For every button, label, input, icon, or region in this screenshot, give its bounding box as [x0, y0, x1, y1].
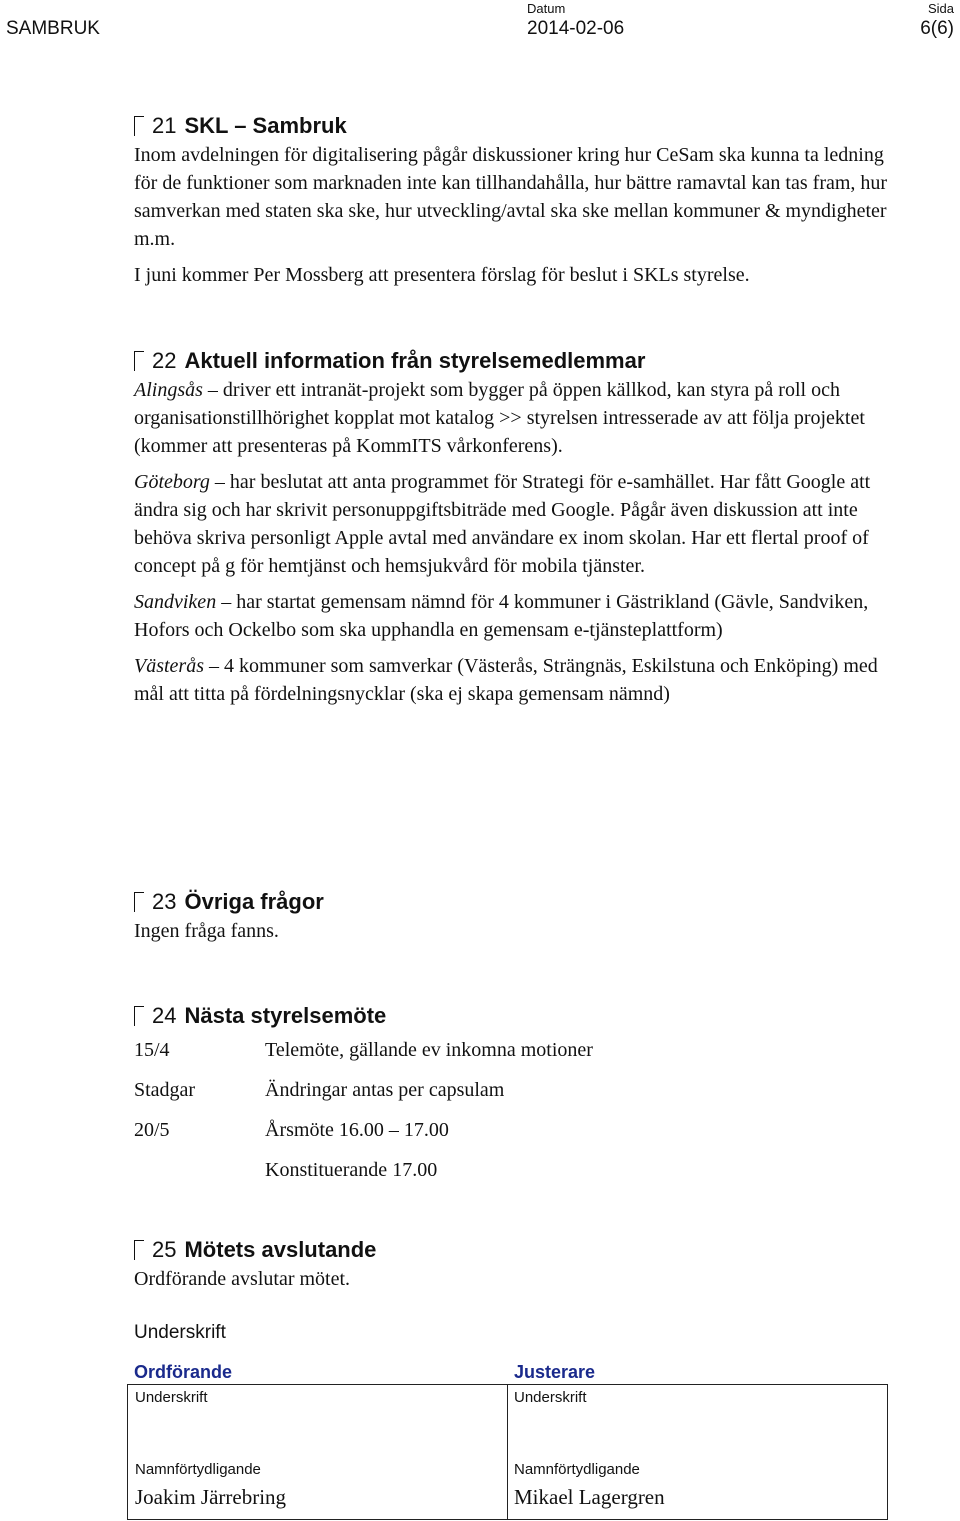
schedule-row	[134, 1035, 894, 1075]
section-number: 23	[152, 889, 177, 914]
bracket-marker-icon	[134, 1001, 144, 1031]
chair-name: Joakim Järrebring	[135, 1485, 287, 1509]
update-text: – driver ett intranät-projekt som bygger på öppen källkod, kan styra på roll och organisationstillhörighet kopplat mot katalog >> styrelsen intresserade av att följa projektet (kommer att presenteras på KommITS vårkonferens).	[134, 379, 865, 457]
section-heading	[134, 1235, 894, 1265]
schedule-item: Telemöte, gällande ev inkomna motioner	[265, 1039, 593, 1061]
schedule-row	[134, 1155, 894, 1195]
schedule-date: 20/5	[134, 1119, 170, 1141]
schedule-row	[134, 1075, 894, 1115]
section-heading	[134, 346, 894, 376]
paragraph: Inom avdelningen för digitalisering pågår diskussioner kring hur CeSam ska kunna ta ledning för de funktioner som marknaden inte kan tillhandahålla, hur bättre ramavtal kan tas fram, hur samverkan med staten ska ske, hur utveckling/avtal ska ske mellan kommuner & myndigheter m.m.	[134, 144, 888, 250]
section-title: Mötets avslutande	[184, 1237, 377, 1262]
municipality-label: Alingsås	[134, 379, 203, 401]
municipality-label: Göteborg	[134, 471, 210, 493]
adjuster-role-label: Justerare	[514, 1362, 596, 1382]
section-title: Aktuell information från styrelsemedlemmar	[184, 348, 646, 373]
signature-line-label: Underskrift	[135, 1389, 208, 1406]
paragraph: Ordförande avslutar mötet.	[134, 1268, 351, 1290]
signature-caption: Underskrift	[134, 1322, 226, 1343]
schedule-date: Stadgar	[134, 1079, 196, 1101]
section-number: 24	[152, 1003, 177, 1028]
section-25	[134, 1235, 894, 1293]
schedule-date: 15/4	[134, 1039, 170, 1061]
signature-table	[127, 1384, 888, 1520]
chair-role-label: Ordförande	[134, 1362, 233, 1382]
page-label: Sida	[927, 1, 954, 16]
member-update-alingsas	[134, 376, 894, 460]
section-title: SKL – Sambruk	[184, 113, 347, 138]
section-heading	[134, 887, 894, 917]
section-title: Nästa styrelsemöte	[184, 1003, 387, 1028]
schedule-item: Konstituerande 17.00	[265, 1159, 438, 1181]
page-header	[0, 0, 960, 44]
section-24	[134, 1001, 894, 1195]
municipality-label: Sandviken	[134, 591, 217, 613]
section-23	[134, 887, 894, 945]
member-update-goteborg	[134, 468, 894, 580]
section-number: 25	[152, 1237, 177, 1262]
paragraph: Ingen fråga fanns.	[134, 920, 279, 942]
section-title: Övriga frågor	[184, 889, 324, 914]
page-number: 6(6)	[920, 18, 954, 39]
member-update-vasteras	[134, 652, 894, 708]
date-label: Datum	[527, 1, 566, 16]
section-number: 22	[152, 348, 177, 373]
section-heading	[134, 111, 894, 141]
adjuster-name: Mikael Lagergren	[514, 1485, 665, 1509]
section-heading	[134, 1001, 894, 1031]
name-clarification-label: Namnförtydligande	[135, 1461, 261, 1478]
update-text: – har startat gemensam nämnd för 4 kommuner i Gästrikland (Gävle, Sandviken, Hofors och Ockelbo som ska upphandla en gemensam e-tjänsteplattform)	[134, 591, 869, 641]
municipality-label: Västerås	[134, 655, 204, 677]
signature-line-label: Underskrift	[514, 1389, 587, 1406]
name-clarification-label: Namnförtydligande	[514, 1461, 640, 1478]
bracket-marker-icon	[134, 346, 144, 376]
bracket-marker-icon	[134, 1235, 144, 1265]
section-number: 21	[152, 113, 177, 138]
bracket-marker-icon	[134, 111, 144, 141]
table-divider	[507, 1385, 508, 1519]
org-name: SAMBRUK	[6, 18, 100, 39]
update-text: – 4 kommuner som samverkar (Västerås, Strängnäs, Eskilstuna och Enköping) med mål att titta på fördelningsnycklar (ska ej skapa gemensam nämnd)	[134, 655, 878, 705]
schedule-item: Årsmöte 16.00 – 17.00	[265, 1119, 449, 1141]
section-21	[134, 111, 894, 289]
paragraph: I juni kommer Per Mossberg att presentera förslag för beslut i SKLs styrelse.	[134, 264, 750, 286]
bracket-marker-icon	[134, 887, 144, 917]
document-date: 2014-02-06	[527, 18, 625, 39]
section-22	[134, 346, 894, 708]
schedule-row	[134, 1115, 894, 1155]
update-text: – har beslutat att anta programmet för Strategi för e-samhället. Har fått Google att ändra sig och har skrivit personuppgiftsbiträde med Google. Pågår även diskussion att inte behöva skriva personligt Apple avtal med användare ex inom skolan. Har ett flertal proof of concept på g för hemtjänst och hemsjukvård för mobila tjänster.	[134, 471, 871, 577]
schedule-item: Ändringar antas per capsulam	[265, 1079, 505, 1101]
member-update-sandviken	[134, 588, 894, 644]
meeting-schedule	[134, 1035, 894, 1195]
